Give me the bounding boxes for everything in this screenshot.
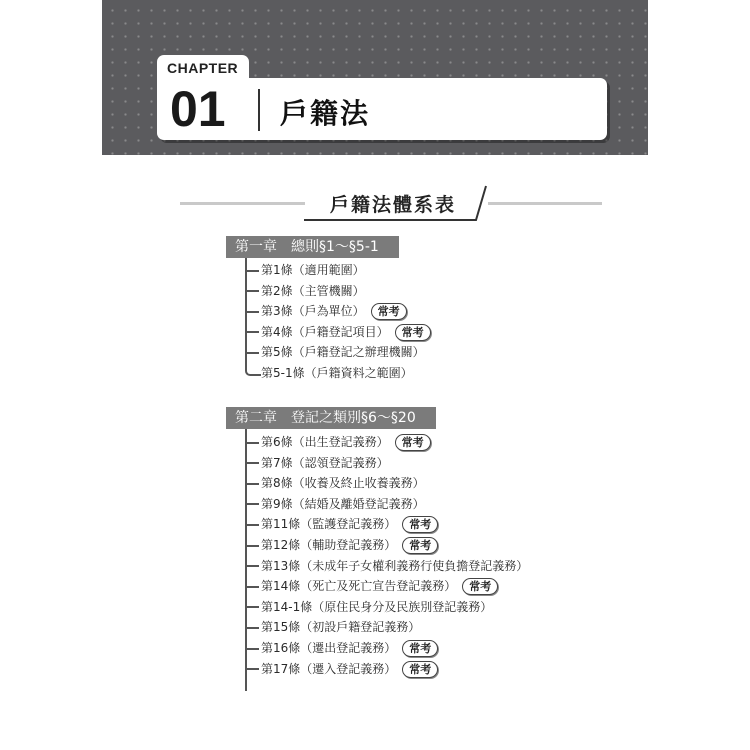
tree-branch-tick [245, 483, 259, 485]
tree-branch-tick [245, 565, 259, 567]
outline-item [245, 514, 438, 534]
tree-branch-tick [245, 331, 259, 333]
outline-item [245, 432, 431, 452]
outline-item [245, 597, 492, 617]
outline-item [245, 535, 438, 555]
outline-item [245, 342, 425, 362]
chapter-title: 戶籍法 [280, 97, 371, 130]
outline-item [245, 322, 431, 342]
frequently-tested-badge: 常考 [402, 537, 438, 554]
article-label: 第1條（適用範圍） [261, 263, 365, 277]
article-label: 第9條（結婚及離婚登記義務） [261, 496, 425, 511]
article-label: 第17條（遷入登記義務） [261, 661, 397, 676]
article-label: 第6條（出生登記義務） [261, 435, 389, 449]
frequently-tested-badge: 常考 [371, 303, 407, 320]
outline-item [245, 576, 498, 596]
outline-item [245, 260, 365, 280]
title-divider [258, 89, 260, 131]
article-label: 第16條（遷出登記義務） [261, 641, 397, 655]
outline-item [245, 473, 425, 493]
tree-branch-tick [245, 442, 259, 444]
section-heading: 第一章 總則§1～§5-1 [226, 236, 399, 258]
tree-branch-tick [245, 648, 259, 650]
article-label: 第15條（初設戶籍登記義務） [261, 620, 421, 635]
article-label: 第7條（認領登記義務） [261, 455, 389, 470]
article-label: 第14-1條（原住民身分及民族別登記義務） [261, 599, 493, 614]
frequently-tested-badge: 常考 [402, 640, 438, 657]
tree-branch-tick [245, 545, 259, 547]
outline-item [245, 659, 438, 679]
article-label: 第13條（未成年子女權利義務行使負擔登記義務） [261, 558, 529, 573]
tree-branch-tick [245, 462, 259, 464]
outline-item [245, 453, 389, 473]
tree-branch-tick [245, 668, 259, 670]
frequently-tested-badge: 常考 [402, 516, 438, 533]
tree-branch-tick [245, 311, 259, 313]
article-label: 第11條（監護登記義務） [261, 517, 397, 532]
tree-branch-tick [245, 586, 259, 588]
tree-branch-tick [245, 290, 259, 292]
frequently-tested-badge: 常考 [402, 661, 438, 678]
article-label: 第5-1條（戶籍資料之範圍） [261, 366, 413, 380]
article-label: 第2條（主管機關） [261, 283, 365, 298]
tree-branch-tick [245, 352, 259, 354]
chapter-number: 01 [170, 81, 226, 137]
tree-branch-tick [245, 627, 259, 629]
system-table-title: 戶籍法體系表 [330, 194, 457, 216]
outline-item [245, 363, 413, 383]
outline-item [245, 556, 528, 576]
system-title-rule-left [180, 202, 305, 205]
section-heading: 第二章 登記之類別§6～§20 [226, 407, 436, 429]
outline-item [245, 617, 420, 637]
chapter-label: CHAPTER [167, 60, 239, 76]
tree-branch-tick [245, 503, 259, 505]
frequently-tested-badge: 常考 [395, 434, 431, 451]
outline-item [245, 638, 438, 658]
tree-branch-tick [245, 606, 259, 608]
outline-item [245, 301, 407, 321]
article-label: 第3條（戶為單位） [261, 304, 365, 319]
article-label: 第8條（收養及終止收養義務） [261, 476, 425, 491]
tree-branch-tick [245, 524, 259, 526]
outline-item [245, 494, 425, 514]
system-title-rule-right [488, 202, 602, 205]
article-label: 第14條（死亡及死亡宣告登記義務） [261, 579, 457, 594]
frequently-tested-badge: 常考 [395, 324, 431, 341]
article-label: 第5條（戶籍登記之辦理機關） [261, 345, 425, 360]
article-label: 第4條（戶籍登記項目） [261, 324, 389, 339]
frequently-tested-badge: 常考 [462, 578, 498, 595]
outline-item [245, 281, 365, 301]
tree-branch-tick [245, 270, 259, 272]
article-label: 第12條（輔助登記義務） [261, 538, 397, 552]
